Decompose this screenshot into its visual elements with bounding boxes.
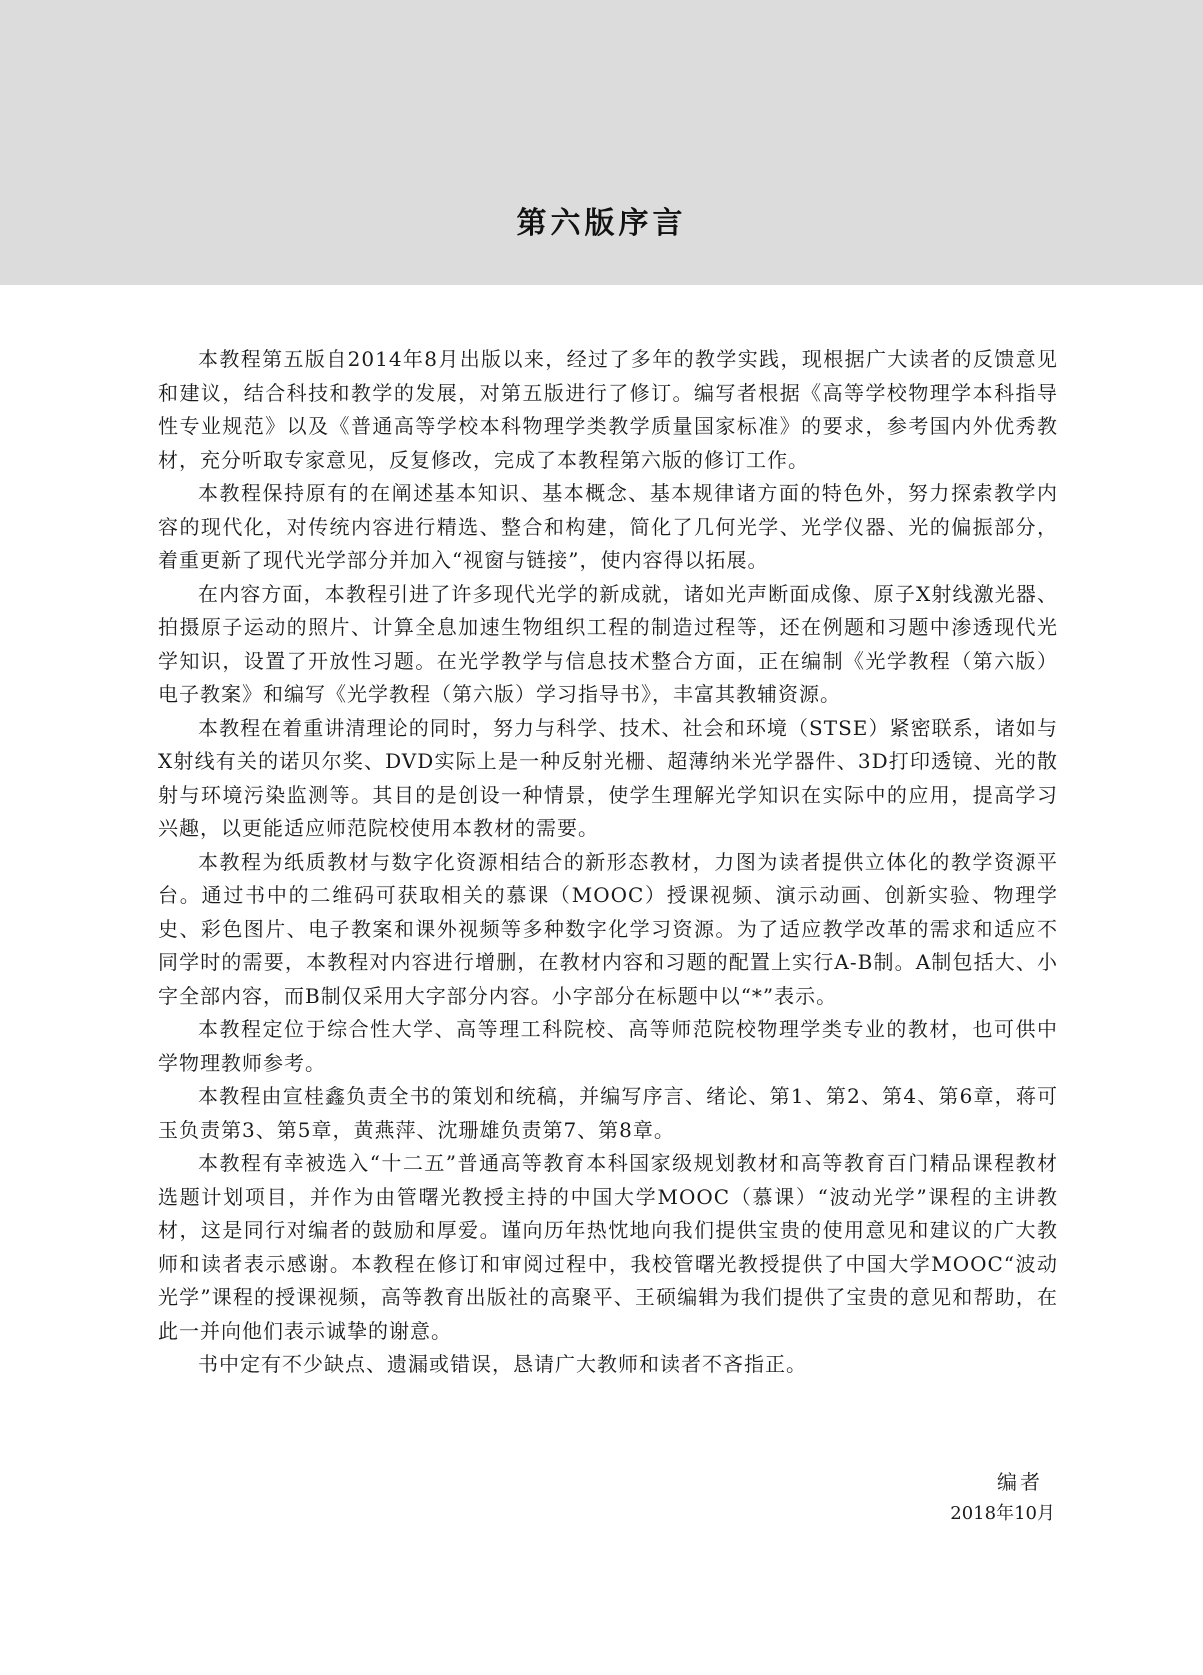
header-band xyxy=(0,0,1203,285)
page-title: 第六版序言 xyxy=(516,206,687,241)
paragraph: 本教程第五版自2014年8月出版以来，经过了多年的教学实践，现根据广大读者的反馈意见和建议，结合科技和教学的发展，对第五版进行了修订。编写者根据《高等学校物理学本科指导性专业规范》以及《普通高等学校本科物理学类教学质量国家标准》的要求，参考国内外优秀教材，充分听取专家意见，反复修改，完成了本教程第六版的修订工作。 xyxy=(158,347,1058,472)
paragraph: 本教程在着重讲清理论的同时，努力与科学、技术、社会和环境（STSE）紧密联系，诸如与X射线有关的诺贝尔奖、DVD实际上是一种反射光栅、超薄纳米光学器件、3D打印透镜、光的散射与环境污染监测等。其目的是创设一种情景，使学生理解光学知识在实际中的应用，提高学习兴趣，以更能适应师范院校使用本教材的需要。 xyxy=(158,715,1058,840)
paragraph: 本教程有幸被选入“十二五”普通高等教育本科国家级规划教材和高等教育百门精品课程教材选题计划项目，并作为由管曙光教授主持的中国大学MOOC（慕课）“波动光学”课程的主讲教材，这是同行对编者的鼓励和厚爱。谨向历年热忱地向我们提供宝贵的使用意见和建议的广大教师和读者表示感谢。本教程在修订和审阅过程中，我校管曙光教授提供了中国大学MOOC“波动光学”课程的授课视频，高等教育出版社的高聚平、王硕编辑为我们提供了宝贵的意见和帮助，在此一并向他们表示诚挚的谢意。 xyxy=(158,1151,1058,1343)
preface-body xyxy=(158,343,1058,1382)
paragraph: 本教程由宣桂鑫负责全书的策划和统稿，并编写序言、绪论、第1、第2、第4、第6章，蒋可玉负责第3、第5章，黄燕萍、沈珊雄负责第7、第8章。 xyxy=(158,1084,1058,1142)
paragraph: 本教程定位于综合性大学、高等理工科院校、高等师范院校物理学类专业的教材，也可供中学物理教师参考。 xyxy=(158,1017,1058,1075)
signature-block xyxy=(950,1468,1055,1532)
paragraph: 本教程为纸质教材与数字化资源相结合的新形态教材，力图为读者提供立体化的教学资源平台。通过书中的二维码可获取相关的慕课（MOOC）授课视频、演示动画、创新实验、物理学史、彩色图片、电子教案和课外视频等多种数字化学习资源。为了适应教学改革的需求和适应不同学时的需要，本教程对内容进行增删，在教材内容和习题的配置上实行A-B制。A制包括大、小字全部内容，而B制仅采用大字部分内容。小字部分在标题中以“*”表示。 xyxy=(158,849,1058,1008)
signature-date: 2018年10月 xyxy=(950,1503,1055,1524)
paragraph: 本教程保持原有的在阐述基本知识、基本概念、基本规律诸方面的特色外，努力探索教学内容的现代化，对传统内容进行精选、整合和构建，简化了几何光学、光学仪器、光的偏振部分，着重更新了现代光学部分并加入“视窗与链接”，使内容得以拓展。 xyxy=(158,481,1058,572)
paragraph: 在内容方面，本教程引进了许多现代光学的新成就，诸如光声断面成像、原子X射线激光器、拍摄原子运动的照片、计算全息加速生物组织工程的制造过程等，还在例题和习题中渗透现代光学知识，设置了开放性习题。在光学教学与信息技术整合方面，正在编制《光学教程（第六版）电子教案》和编写《光学教程（第六版）学习指导书》，丰富其教辅资源。 xyxy=(158,581,1058,706)
signature-author: 编者 xyxy=(997,1470,1043,1494)
paragraph: 书中定有不少缺点、遗漏或错误，恳请广大教师和读者不吝指正。 xyxy=(198,1352,807,1376)
